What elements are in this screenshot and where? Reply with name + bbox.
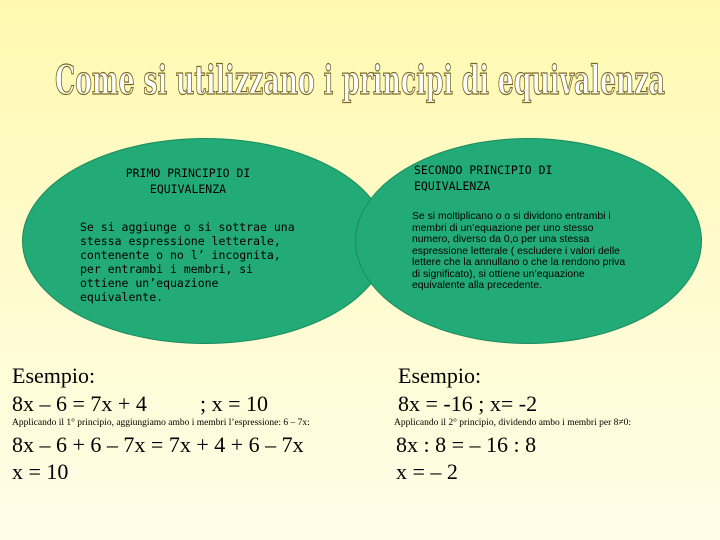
right-example-result: x = – 2 (396, 459, 458, 484)
left-example-step: 8x – 6 + 6 – 7x = 7x + 4 + 6 – 7x (12, 432, 304, 457)
right-example-label: Esempio: (398, 363, 482, 388)
left-example-label: Esempio: (12, 363, 96, 388)
slide-title (0, 44, 720, 114)
right-example-step: 8x : 8 = – 16 : 8 (396, 432, 537, 457)
first-principle-heading: PRIMO PRINCIPIO DI EQUIVALENZA (125, 166, 251, 196)
left-example-equation: 8x – 6 = 7x + 4 (12, 391, 147, 416)
second-principle-heading: SECONDO PRINCIPIO DI EQUIVALENZA (414, 163, 553, 193)
left-example-note: Applicando il 1° principio, aggiungiamo ambo i membri l’espressione: 6 – 7x: (12, 418, 310, 428)
right-example-note: Applicando il 2° principio, dividendo ambo i membri per 8≠0: (394, 418, 631, 428)
slide-title-art (0, 44, 720, 114)
first-principle-text: Se si aggiunge o si sottrae una stessa espressione letterale, contenente o no l’ incognita, per entrambi i membri, si ottiene un’equazione equivalente. (80, 220, 295, 304)
second-principle-text: Se si moltiplicano o o si dividono entrambi i membri di un’equazione per uno stesso numero, diverso da 0,o per una stessa espressione letterale ( escludere i valori delle lettere che la annullano o che la rendono priva di significato), si ottiene un’equazione equivalente alla precedente. (412, 211, 626, 291)
right-example-equation: 8x = -16 ; x= -2 (398, 391, 538, 416)
slide-title-text: Come si utilizzano i principi di equivalenza (55, 57, 665, 104)
left-example-result: x = 10 (12, 459, 69, 484)
left-example-solution: ; x = 10 (200, 391, 269, 416)
